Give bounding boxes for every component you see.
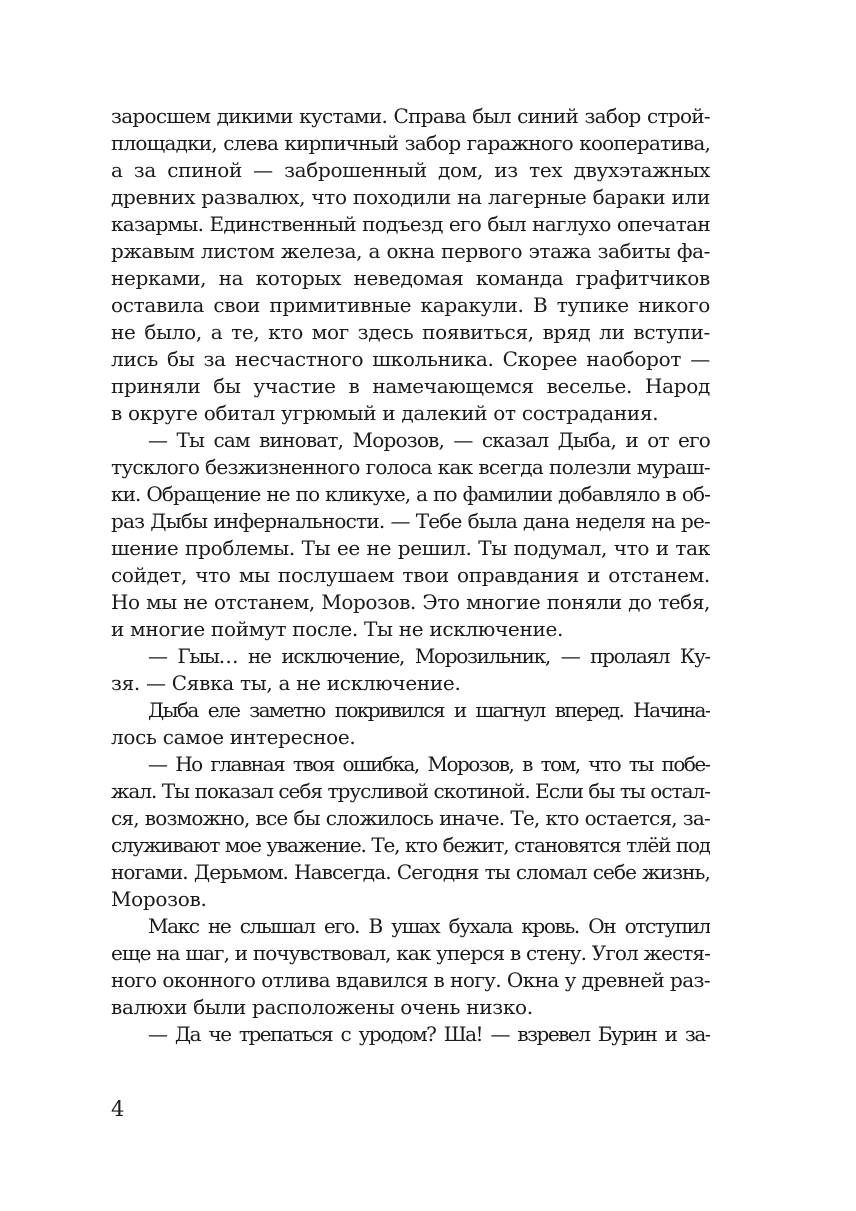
text-line: ржавым листом железа, а окна первого этажа забиты фа- (111, 239, 710, 263)
text-line: шение проблемы. Ты ее не решил. Ты подумал, что и так (111, 536, 710, 560)
text-line: — Но главная твоя ошибка, Морозов, в том, что ты побе- (148, 752, 710, 776)
text-line: лись бы за несчастного школьника. Скорее наоборот — (111, 347, 710, 371)
text-line: еще на шаг, и почувствовал, как уперся в стену. Угол жестя- (111, 941, 710, 965)
text-line: Но мы не отстанем, Морозов. Это многие поняли до тебя, (111, 590, 710, 614)
text-line: в округе обитал угрюмый и далекий от сострадания. (111, 401, 659, 425)
text-line: Макс не слышал его. В ушах бухала кровь. Он отступил (148, 914, 710, 938)
text-line: — Гыы… не исключение, Морозильник, — пролаял Ку- (148, 644, 710, 668)
text-line: жал. Ты показал себя трусливой скотиной. Если бы ты остал- (111, 779, 710, 803)
text-line: казармы. Единственный подъезд его был наглухо опечатан (111, 212, 710, 236)
text-line: заросшем дикими кустами. Справа был синий забор строй- (111, 104, 710, 128)
text-line: сойдет, что мы послушаем твои оправдания и отстанем. (111, 563, 710, 587)
text-line: и многие поймут после. Ты не исключение. (111, 617, 564, 641)
text-line: валюхи были расположены очень низко. (111, 995, 533, 1019)
text-line: тусклого безжизненного голоса как всегда полезли мураш- (111, 455, 710, 479)
text-line: приняли бы участие в намечающемся веселье. Народ (111, 374, 710, 398)
text-line: лось самое интересное. (111, 725, 356, 749)
text-line: Морозов. (111, 887, 207, 911)
text-line: площадки, слева кирпичный забор гаражного кооператива, (111, 131, 710, 155)
text-line: ногами. Дерьмом. Навсегда. Сегодня ты сломал себе жизнь, (111, 860, 710, 884)
text-line: — Да че трепаться с уродом? Ша! — взревел Бурин и за- (148, 1022, 710, 1046)
text-line: древних развалюх, что походили на лагерные бараки или (111, 185, 710, 209)
text-line: ного оконного отлива вдавился в ногу. Окна у древней раз- (111, 968, 710, 992)
text-line: оставила свои примитивные каракули. В тупике никого (111, 293, 710, 317)
text-line: ки. Обращение не по кликухе, а по фамилии добавляло в об- (111, 482, 710, 506)
body-text (111, 103, 710, 1048)
text-line: не было, а те, кто мог здесь появиться, вряд ли вступи- (111, 320, 710, 344)
text-line: зя. — Сявка ты, а не исключение. (111, 671, 461, 695)
text-line: раз Дыбы инфернальности. — Тебе была дана неделя на ре- (111, 509, 710, 533)
text-line: Дыба еле заметно покривился и шагнул вперед. Начина- (148, 698, 710, 722)
text-line: ся, возможно, все бы сложилось иначе. Те, кто остается, за- (111, 806, 710, 830)
page-number: 4 (111, 1097, 125, 1121)
text-line: служивают мое уважение. Те, кто бежит, становятся тлёй под (111, 833, 710, 857)
text-line: — Ты сам виноват, Морозов, — сказал Дыба, и от его (148, 428, 710, 452)
text-line: а за спиной — заброшенный дом, из тех двухэтажных (111, 158, 710, 182)
text-line: нерками, на которых неведомая команда графитчиков (111, 266, 710, 290)
